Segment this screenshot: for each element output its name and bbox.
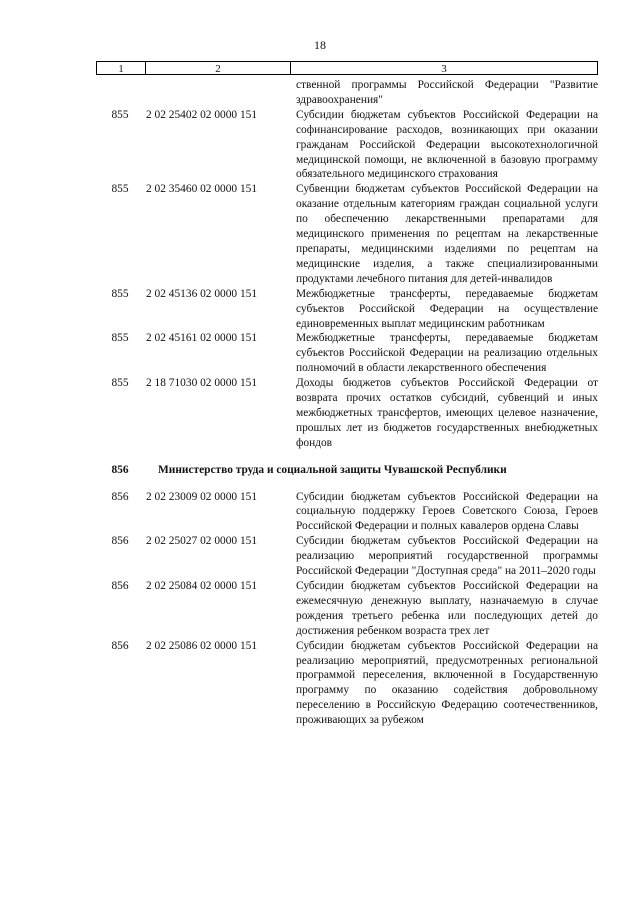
budget-code: 2 02 25084 02 0000 151 <box>146 580 258 592</box>
income-description: Межбюджетные трансферты, передаваемые бюджетам субъектов Российской Федерации на осуществление единовременных выплат медицинским работникам <box>296 287 598 330</box>
income-description: Субсидии бюджетам субъектов Российской Федерации на реализацию мероприятий государственной программы Российской Федерации "Доступная среда" на 2011–2020 годы <box>296 535 598 578</box>
income-description: Субсидии бюджетам субъектов Российской Федерации на ежемесячную денежную выплату, назначаемую в случае рождения третьего ребенка или последующих детей до достижения ребенком возраста трех лет <box>296 580 598 637</box>
continuation-row <box>96 78 598 108</box>
budget-code: 2 02 23009 02 0000 151 <box>146 490 258 503</box>
admin-code: 855 <box>111 332 129 345</box>
page-number: 18 <box>314 38 326 52</box>
income-description: Субсидии бюджетам субъектов Российской Федерации на реализацию мероприятий, предусмотренных региональной программой переселения, включенной в Государственную программу по оказанию содействия добровольному переселению в Российскую Федерацию соотечественников, проживающих за рубежом <box>296 639 598 727</box>
table-row <box>96 534 598 579</box>
table-row <box>96 579 598 639</box>
admin-code: 855 <box>111 183 129 196</box>
table-row <box>96 108 598 183</box>
table-row <box>96 182 598 286</box>
continuation-text: ственной программы Российской Федерации "Развитие здравоохранения" <box>296 79 598 106</box>
section-heading <box>96 463 598 478</box>
income-description: Межбюджетные трансферты, передаваемые бюджетам субъектов Российской Федерации на реализацию отдельных полномочий в области лекарственного обеспечения <box>296 332 598 375</box>
table-row <box>96 376 598 451</box>
table-row <box>96 331 598 376</box>
budget-code: 2 02 25086 02 0000 151 <box>146 639 258 652</box>
table-row <box>96 490 598 535</box>
admin-code: 856 <box>111 639 129 652</box>
header-col-2: 2 <box>146 62 291 74</box>
section-title: Министерство труда и социальной защиты Чувашской Республики <box>158 463 507 476</box>
table-body <box>96 78 598 728</box>
income-description: Субсидии бюджетам субъектов Российской Федерации на социальную поддержку Героев Советского Союза, Героев Российской Федерации и полных кавалеров ордена Славы <box>296 490 598 533</box>
budget-code: 2 02 25027 02 0000 151 <box>146 535 258 548</box>
admin-code: 856 <box>111 535 129 548</box>
header-col-1: 1 <box>97 62 146 74</box>
rows-group-856 <box>96 490 598 729</box>
admin-code: 855 <box>111 287 129 300</box>
income-description: Субсидии бюджетам субъектов Российской Федерации на софинансирование расходов, возникающих при оказании гражданам Российской Федерации высокотехнологичной медицинской помощи, не включенной в базовую программу обязательного медицинского страхования <box>296 108 598 181</box>
budget-code: 2 02 45161 02 0000 151 <box>146 332 258 345</box>
income-description: Доходы бюджетов субъектов Российской Федерации от возврата прочих остатков субсидий, субвенций и иных межбюджетных трансфертов, имеющих целевое назначение, прошлых лет из бюджетов государственных внебюджетных фондов <box>296 377 598 449</box>
admin-code: 855 <box>111 108 129 121</box>
budget-code: 2 02 45136 02 0000 151 <box>146 287 258 300</box>
budget-code: 2 18 71030 02 0000 151 <box>146 377 258 390</box>
admin-code: 856 <box>111 490 129 503</box>
table-row <box>96 639 598 728</box>
section-code: 856 <box>111 463 129 476</box>
rows-group-855 <box>96 108 598 451</box>
table-header <box>96 61 598 75</box>
income-description: Субвенции бюджетам субъектов Российской Федерации на оказание отдельным категориям граждан социальной услуги по обеспечению лекарственными препаратами для медицинского применения по рецептам на лекарственные препараты, медицинскими изделиями по рецептам на медицинские изделия, а также специализированными продуктами лечебного питания для детей-инвалидов <box>296 183 598 285</box>
budget-code: 2 02 35460 02 0000 151 <box>146 183 258 196</box>
table-row <box>96 287 598 332</box>
admin-code: 856 <box>111 580 129 592</box>
admin-code: 855 <box>111 377 129 390</box>
budget-code: 2 02 25402 02 0000 151 <box>146 108 258 121</box>
header-col-3: 3 <box>441 63 447 75</box>
